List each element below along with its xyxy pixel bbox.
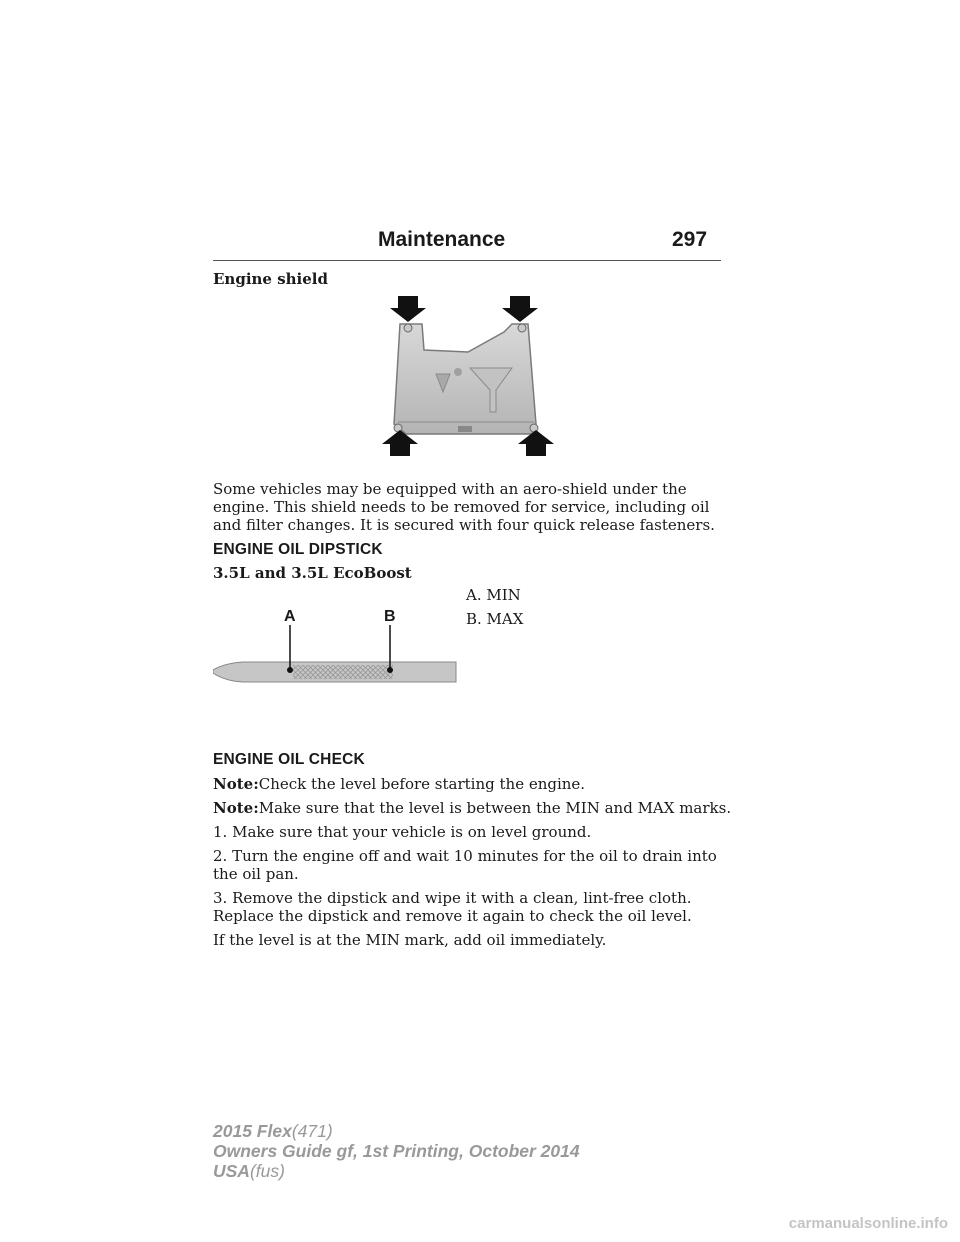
- step-1: 1. Make sure that your vehicle is on level ground.: [213, 823, 592, 841]
- oil-check-heading: ENGINE OIL CHECK: [213, 751, 365, 768]
- footer-model: [213, 1121, 333, 1141]
- engine-shield-heading: Engine shield: [213, 270, 328, 288]
- footer-region: [213, 1161, 285, 1181]
- min-mark: [287, 667, 293, 673]
- note-label: Note:: [213, 775, 259, 793]
- dipstick-subheading: 3.5L and 3.5L EcoBoost: [213, 564, 412, 582]
- closing-sentence: If the level is at the MIN mark, add oil immediately.: [213, 931, 607, 949]
- footer-model-code: (471): [291, 1121, 333, 1141]
- page-number: 297: [672, 228, 708, 251]
- note-2: [213, 799, 733, 817]
- note-1-text: Check the level before starting the engine.: [258, 775, 586, 793]
- arrow-down-icon: [502, 296, 538, 322]
- footer-region-code: (fus): [249, 1161, 285, 1181]
- arrow-down-icon: [390, 296, 426, 322]
- max-mark: [387, 667, 393, 673]
- engine-shield-illustration: [378, 294, 558, 458]
- note-2-text: Make sure that the level is between the MIN and MAX marks.: [258, 799, 732, 817]
- dipstick-legend-min: A. MIN: [466, 586, 521, 604]
- shield-plate: [394, 324, 536, 434]
- header-rule: [213, 260, 721, 261]
- footer-guide: Owners Guide gf, 1st Printing, October 2014: [213, 1141, 580, 1161]
- watermark: carmanualsonline.info: [788, 1215, 948, 1232]
- label-a: A: [284, 608, 296, 625]
- engine-shield-paragraph: Some vehicles may be equipped with an aero-shield under the engine. This shield needs to be removed for service, including oil and filter changes. It is secured with four quick release fasteners.: [213, 480, 715, 534]
- step-2: 2. Turn the engine off and wait 10 minutes for the oil to drain into the oil pan.: [213, 847, 717, 883]
- label-b: B: [384, 608, 396, 625]
- note-label: Note:: [213, 799, 259, 817]
- footer-model-name: 2015 Flex: [213, 1121, 292, 1141]
- page-title: Maintenance: [378, 228, 506, 251]
- dipstick-heading: ENGINE OIL DIPSTICK: [213, 541, 383, 558]
- step-3: 3. Remove the dipstick and wipe it with a clean, lint-free cloth. Replace the dipstick and remove it again to check the oil level.: [213, 889, 692, 925]
- footer-region-name: USA: [213, 1161, 250, 1181]
- dipstick-illustration: [213, 605, 458, 690]
- dipstick-legend-max: B. MAX: [466, 610, 524, 628]
- note-1: [213, 775, 733, 793]
